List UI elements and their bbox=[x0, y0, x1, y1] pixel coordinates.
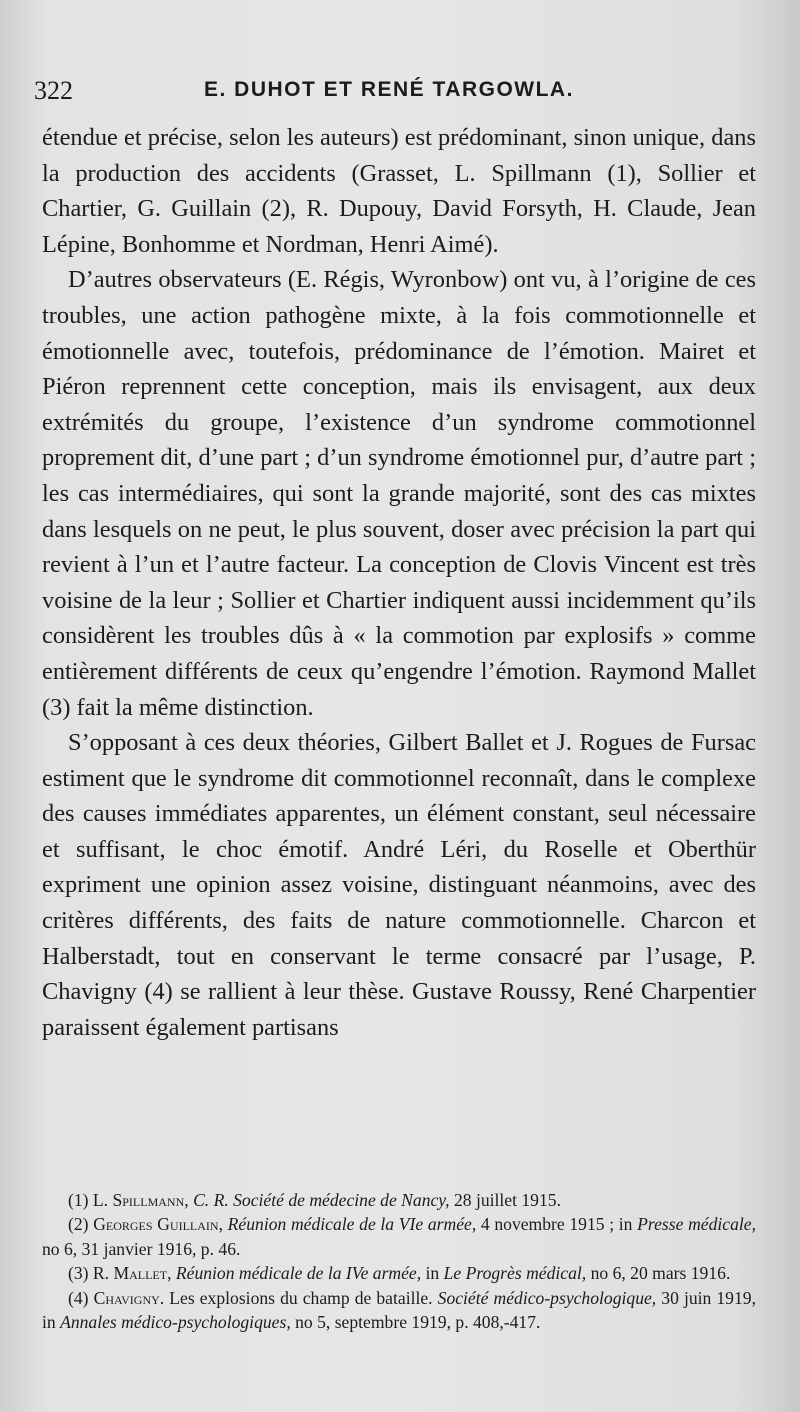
footnote-title: Société médico-psychologique, bbox=[437, 1287, 657, 1308]
footnote-author: Georges Guillain, bbox=[93, 1214, 223, 1235]
footnote-4: (4) Chavigny. Les explosions du champ de bataille. Société médico-psychologique, 30 juin 1919, in Annales médico-psychologiques, no 5, septembre 1919, p. 408,-417. bbox=[42, 1287, 756, 1333]
footnote-author: R. Mallet, bbox=[92, 1263, 172, 1284]
footnote-title: Réunion médicale de la IVe armée, bbox=[175, 1263, 422, 1284]
footnote-title: Réunion médicale de la VIe armée, bbox=[227, 1214, 477, 1235]
paragraph-1: étendue et précise, selon les auteurs) est prédominant, sinon unique, dans la production des accidents (Grasset, L. Spillmann (1), Sollier et Chartier, G. Guillain (2), R. Dupouy, David Forsyth, H. Claude, Jean Lépine, Bonhomme et Nordman, Henri Aimé). bbox=[42, 124, 756, 258]
footnote-2: (2) Georges Guillain, Réunion médicale de la VIe armée, 4 novembre 1915 ; in Presse médicale, no 6, 31 janvier 1916, p. 46. bbox=[42, 1214, 756, 1259]
footnotes bbox=[42, 1188, 756, 1334]
footnote-author: Chavigny. bbox=[93, 1287, 165, 1308]
paragraph-2: D’autres observateurs (E. Régis, Wyronbow) ont vu, à l’origine de ces troubles, une action pathogène mixte, à la fois commotionnelle et émotionnelle avec, toutefois, prédominance de l’émotion. Mairet et Piéron reprennent cette conception, mais ils envisagent, aux deux extrémités du groupe, l’existence d’un syndrome commotionnel proprement dit, d’une part ; d’un syndrome émotionnel pur, d’autre part ; les cas intermédiaires, qui sont la grande majorité, sont des cas mixtes dans lesquels on ne peut, le plus souvent, doser avec précision la part qui revient à l’un et l’autre facteur. La conception de Clovis Vincent est très voisine de la leur ; Sollier et Chartier indiquent aussi incidemment qu’ils considèrent les troubles dûs à « la commotion par explosifs » comme entièrement différents de ceux qu’engendre l’émotion. Raymond Mallet (3) fait la même distinction. bbox=[42, 266, 756, 721]
footnote-author: L. Spillmann, bbox=[92, 1190, 189, 1210]
footnote-1: (1) L. Spillmann, C. R. Société de médecine de Nancy, 28 juillet 1915. bbox=[68, 1190, 561, 1210]
page-number: 322 bbox=[34, 76, 73, 105]
page-header bbox=[34, 76, 754, 112]
body-text bbox=[42, 120, 756, 1045]
footnote-title: C. R. Société de médecine de Nancy, bbox=[193, 1190, 450, 1210]
running-head: E. DUHOT ET RENÉ TARGOWLA. bbox=[204, 78, 574, 101]
paragraph-3: S’opposant à ces deux théories, Gilbert Ballet et J. Rogues de Fursac estiment que le syndrome dit commotionnel reconnaît, dans le complexe des causes immédiates apparentes, un élément constant, seul nécessaire et suffisant, le choc émotif. André Léri, du Roselle et Oberthür expriment une opinion assez voisine, distinguant néanmoins, avec des critères différents, des faits de nature commotionnelle. Charcon et Halberstadt, tout en conservant le terme consacré par l’usage, P. Chavigny (4) se rallient à leur thèse. Gustave Roussy, René Charpentier paraissent également partisans bbox=[42, 729, 756, 1041]
footnote-3: (3) R. Mallet, Réunion médicale de la IVe armée, in Le Progrès médical, no 6, 20 mars 1916. bbox=[68, 1263, 731, 1284]
